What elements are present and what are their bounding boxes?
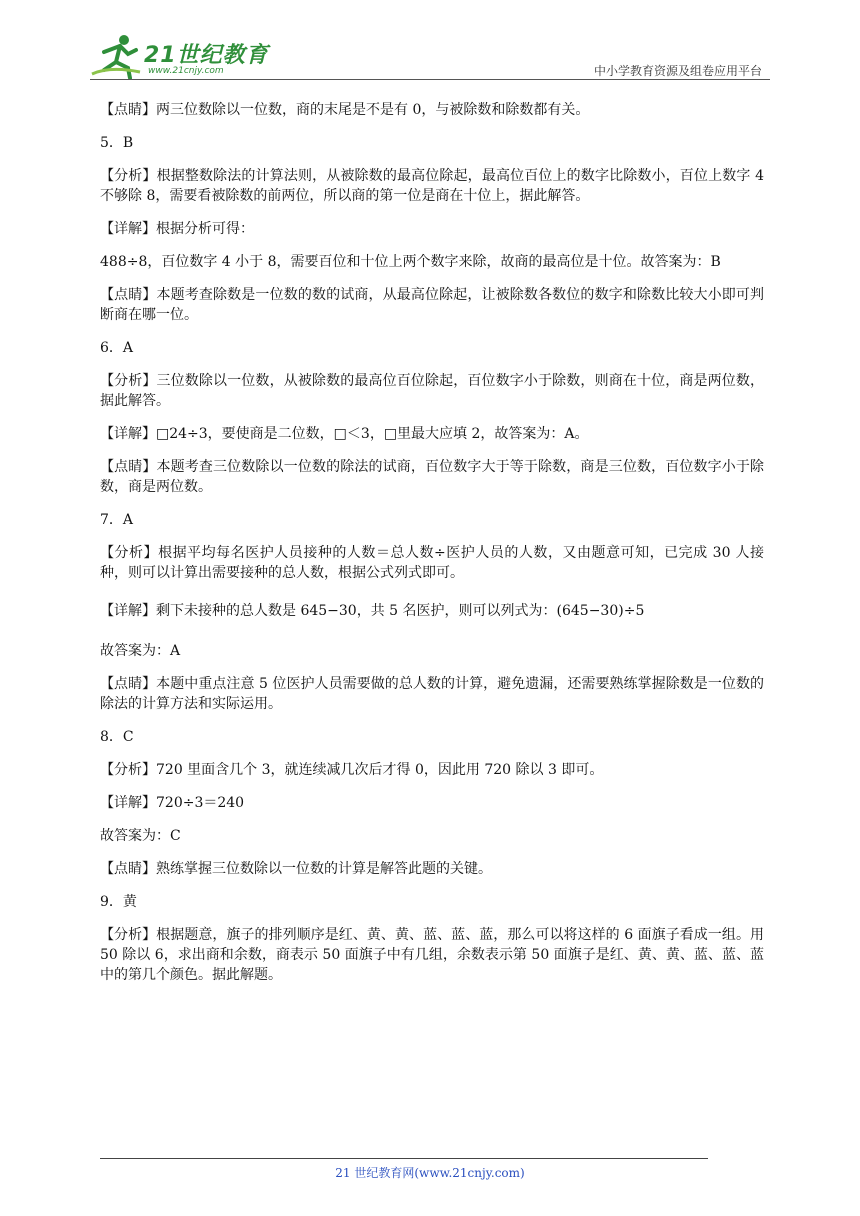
paragraph: 【分析】根据平均每名医护人员接种的人数＝总人数÷医护人员的人数，又由题意可知，已完成 30 人接种，则可以计算出需要接种的总人数，根据公式列式即可。	[100, 545, 764, 581]
question-number: 7．A	[100, 512, 134, 528]
paragraph: 【详解】□24÷3，要使商是二位数，□＜3，□里最大应填 2，故答案为：A。	[100, 426, 589, 442]
paragraph: 故答案为：C	[100, 828, 181, 844]
runner-icon	[90, 30, 142, 80]
paragraph: 【详解】剩下未接种的总人数是 645−30，共 5 名医护，则可以列式为：(645−30)÷5	[100, 603, 645, 619]
paragraph: 【点睛】两三位数除以一位数，商的末尾是不是有 0，与被除数和除数都有关。	[100, 102, 590, 118]
header-divider	[90, 79, 770, 80]
question-number: 5．B	[100, 135, 134, 151]
question-number: 8．C	[100, 729, 134, 745]
footer-divider	[100, 1158, 708, 1159]
paragraph: 【分析】三位数除以一位数，从被除数的最高位百位除起，百位数字小于除数，则商在十位，商是两位数，据此解答。	[100, 373, 764, 409]
paragraph: 【详解】720÷3＝240	[100, 795, 245, 811]
paragraph: 故答案为：A	[100, 643, 181, 659]
paragraph: 【点睛】本题考查除数是一位数的数的试商，从最高位除起，让被除数各数位的数字和除数比较大小即可判断商在哪一位。	[100, 287, 764, 323]
logo-url: www.21cnjy.com	[148, 66, 224, 76]
site-logo[interactable]	[90, 30, 270, 82]
question-number: 6．A	[100, 340, 134, 356]
paragraph: 488÷8，百位数字 4 小于 8，需要百位和十位上两个数字来除，故商的最高位是十位。故答案为：B	[100, 254, 721, 270]
footer-link[interactable]: 21 世纪教育网(www.21cnjy.com)	[335, 1166, 525, 1180]
logo-text: 21世纪教育	[144, 43, 269, 68]
question-number: 9．黄	[100, 894, 137, 910]
paragraph: 【点睛】本题中重点注意 5 位医护人员需要做的总人数的计算，避免遗漏，还需要熟练掌握除数是一位数的除法的计算方法和实际运用。	[100, 676, 764, 712]
answer-content	[100, 100, 764, 998]
paragraph: 【详解】根据分析可得：	[100, 221, 254, 237]
paragraph: 【点睛】熟练掌握三位数除以一位数的计算是解答此题的关键。	[100, 861, 492, 877]
page-header	[90, 24, 770, 80]
paragraph: 【分析】720 里面含几个 3，就连续减几次后才得 0，因此用 720 除以 3 即可。	[100, 762, 604, 778]
platform-name: 中小学教育资源及组卷应用平台	[593, 64, 762, 78]
paragraph: 【点睛】本题考查三位数除以一位数的除法的试商，百位数字大于等于除数，商是三位数，百位数字小于除数，商是两位数。	[100, 459, 764, 495]
paragraph: 【分析】根据题意，旗子的排列顺序是红、黄、黄、蓝、蓝、蓝，那么可以将这样的 6 面旗子看成一组。用 50 除以 6，求出商和余数，商表示 50 面旗子中有几组，余数表示第 50 面旗子是红、黄、黄、蓝、蓝、蓝中的第几个颜色。据此解题。	[100, 927, 764, 983]
paragraph: 【分析】根据整数除法的计算法则，从被除数的最高位除起，最高位百位上的数字比除数小，百位上数字 4 不够除 8，需要看被除数的前两位，所以商的第一位是商在十位上，据此解答。	[100, 168, 764, 204]
